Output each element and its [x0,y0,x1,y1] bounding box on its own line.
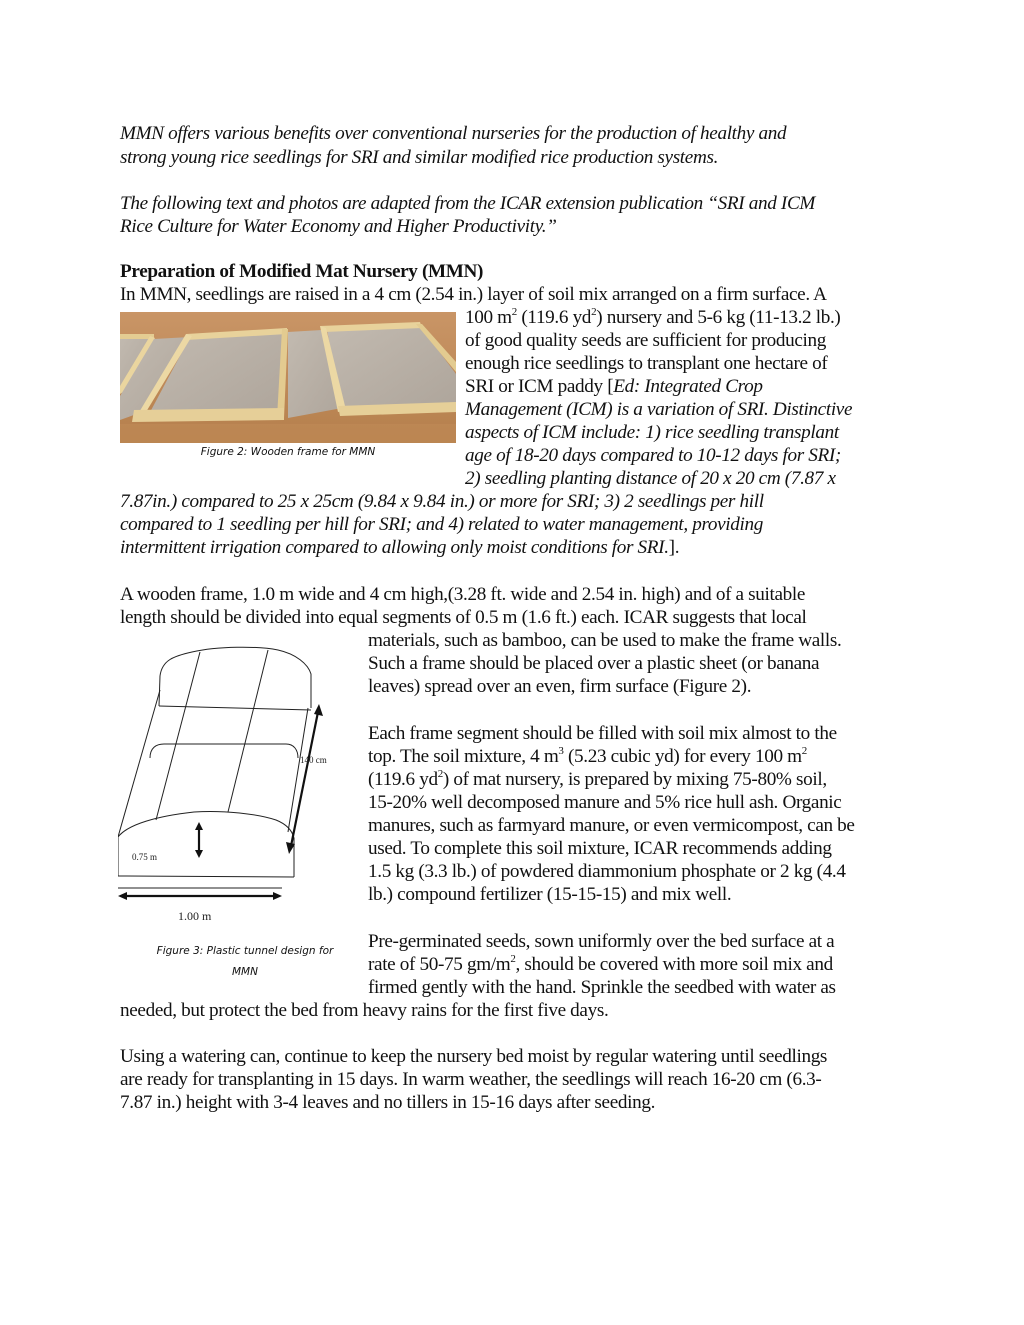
text-line: firmed gently with the hand. Sprinkle the seedbed with water as [368,977,836,998]
text-line: lb.) compound fertilizer (15-15-15) and mix well. [368,884,732,905]
text-line: of good quality seeds are sufficient for producing [465,330,826,351]
text-line: Using a watering can, continue to keep the nursery bed moist by regular watering until seedlings [120,1046,828,1067]
text-line: strong young rice seedlings for SRI and similar modified rice production systems. [120,147,719,168]
superscript: 2 [801,744,807,757]
ridge-line [156,652,200,820]
text-line: Each frame segment should be filled with soil mix almost to the [368,723,837,744]
superscript: 2 [591,305,597,318]
arrowhead [195,850,203,858]
text-line: aspects of ICM include: 1) rice seedling transplant [465,422,839,443]
back-arch [160,647,311,708]
length-label: 140 cm [300,755,327,765]
text-run: SRI or ICM paddy [ [465,376,614,397]
back-base [159,706,311,710]
ridge-line [118,690,160,837]
text-line: 2) seedling planting distance of 20 x 20 cm (7.87 x [465,468,836,489]
text-line: leaves) spread over an even, firm surface (Figure 2). [368,676,752,697]
soil-foreground [120,424,456,443]
wooden-frame-photo [120,312,456,443]
text-line: materials, such as bamboo, can be used to make the frame walls. [368,630,842,651]
figure-2-caption: Figure 2: Wooden frame for MMN [200,446,376,458]
text-line: 15-20% well decomposed manure and 5% rice hull ash. Organic [368,792,842,813]
text-line: The following text and photos are adapted from the ICAR extension publication “SRI and ICM [120,193,816,214]
text-line [120,536,679,559]
plastic-tunnel-drawing [118,640,358,930]
text-run: ) nursery and 5-6 kg (11-13.2 lb.) [596,307,841,328]
superscript: 2 [437,767,443,780]
text-line: Management (ICM) is a variation of SRI. Distinctive [465,399,853,420]
ridge-line [228,650,268,812]
frame-edge [132,408,284,422]
text-run: rate of 50-75 gm/m [368,954,511,975]
text-line [368,768,827,791]
text-line: Pre-germinated seeds, sown uniformly over the bed surface at a [368,931,835,952]
text-line [465,306,840,329]
text-run: (119.6 yd [368,769,438,790]
superscript: 2 [511,305,517,318]
width-label: 1.00 m [178,909,212,923]
caption-line: MMN [232,966,258,978]
text-line: enough rice seedlings to transplant one hectare of [465,353,828,374]
text-line: needed, but protect the bed from heavy rains for the first five days. [120,1000,609,1021]
text-run: ]. [668,537,680,558]
arrowhead [314,704,323,716]
arrowhead [273,892,282,900]
text-line [368,953,833,976]
text-line: 1.5 kg (3.3 lb.) of powdered diammonium phosphate or 2 kg (4.4 [368,861,846,882]
text-run: ) of mat nursery, is prepared by mixing 75-80% soil, [442,769,827,790]
text-run: (119.6 yd [516,307,592,328]
text-line [465,375,763,398]
figure-3-caption [120,941,370,983]
text-line: MMN offers various benefits over conventional nurseries for the production of healthy and [120,123,787,144]
arrowhead [195,822,203,830]
superscript: 2 [510,952,516,965]
section-heading: Preparation of Modified Mat Nursery (MMN) [120,261,484,282]
text-line: 7.87 in.) height with 3-4 leaves and no tillers in 15-16 days after seeding. [120,1092,656,1113]
text-line: Such a frame should be placed over a plastic sheet (or banana [368,653,820,674]
text-line: age of 18-20 days compared to 10-12 days for SRI; [465,445,841,466]
text-line: Rice Culture for Water Economy and Higher Productivity.” [120,216,557,237]
text-line: compared to 1 seedling per hill for SRI; and 4) related to water management, providing [120,514,763,535]
text-line: 7.87in.) compared to 25 x 25cm (9.84 x 9.84 in.) or more for SRI; 3) 2 seedlings per hill [120,491,764,512]
text-run: top. The soil mixture, 4 m [368,746,559,767]
height-label: 0.75 m [132,852,158,862]
figure-3-diagram [118,640,358,930]
caption-line: Figure 3: Plastic tunnel design for [156,945,334,957]
text-line [368,745,807,768]
text-line: A wooden frame, 1.0 m wide and 4 cm high,(3.28 ft. wide and 2.54 in. high) and of a suitable [120,584,806,605]
text-line: manures, such as farmyard manure, or even vermicompost, can be [368,815,855,836]
figure-2-photo [120,312,456,443]
text-run: intermittent irrigation compared to allowing only moist conditions for SRI. [120,537,669,558]
text-run: , should be covered with more soil mix and [515,954,833,975]
text-line: length should be divided into equal segments of 0.5 m (1.6 ft.) each. ICAR suggests that local [120,607,807,628]
text-run: (5.23 cubic yd) for every 100 m [563,746,802,767]
superscript: 3 [558,744,564,757]
text-line: In MMN, seedlings are raised in a 4 cm (2.54 in.) layer of soil mix arranged on a firm surface. A [120,284,827,305]
arrowhead [118,892,127,900]
text-run: 100 m [465,307,512,328]
front-base [118,876,294,877]
editor-note: Ed: Integrated Crop [613,376,763,397]
text-line: used. To complete this soil mixture, ICAR recommends adding [368,838,832,859]
text-line: are ready for transplanting in 15 days. In warm weather, the seedlings will reach 16-20 cm (6.3- [120,1069,822,1090]
front-arch [118,811,294,838]
middle-arch [150,744,298,758]
